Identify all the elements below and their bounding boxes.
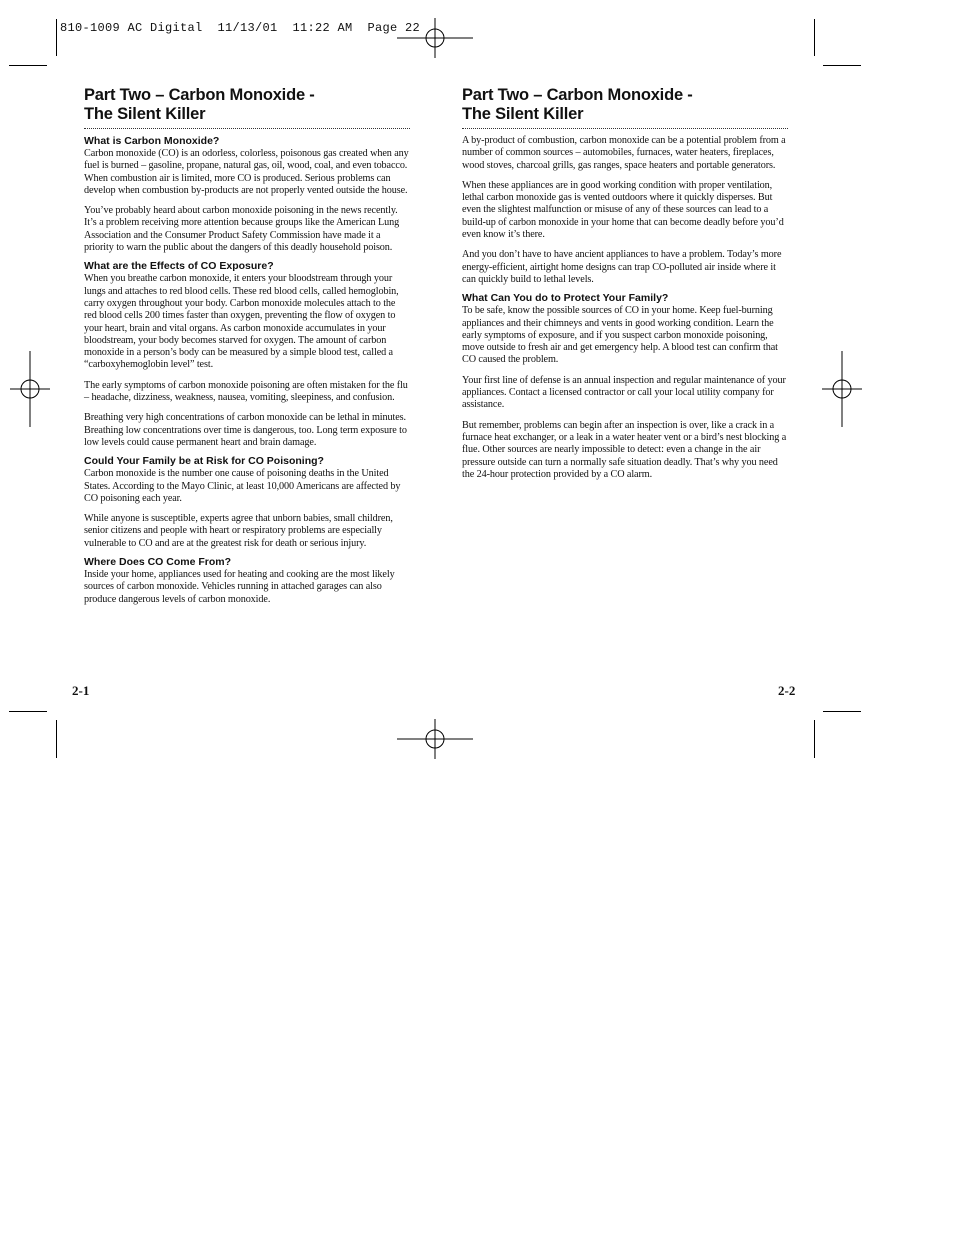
crop-mark-top-left-horizontal xyxy=(9,65,47,66)
left-page-title xyxy=(84,86,410,129)
paragraph: Inside your home, appliances used for heating and cooking are the most likely sources of carbon monoxide. Vehicles running in attached garages can also produce dangerous levels of carbon monoxide. xyxy=(84,569,395,605)
left-page-title-line-2: The Silent Killer xyxy=(84,105,206,123)
paragraph: When you breathe carbon monoxide, it enters your bloodstream through your lungs and attaches to red blood cells. These red blood cells, called hemoglobin, carry oxygen throughout your body. Carbon monoxide molecules attach to the red blood cells 200 times faster than oxygen, preventing the flow of oxygen to your heart, brain and vital organs. As carbon monoxide accumulates in your bloodstream, your body becomes starved for oxygen. The amount of carbon monoxide in a person’s body can be measured by a simple blood test, called a “carboxyhemoglobin level” test. xyxy=(84,273,399,371)
paragraph: Breathing very high concentrations of carbon monoxide can be lethal in minutes. Breathing low concentrations over time is dangerous, too. Long term exposure to low levels could cause permanent heart and brain damage. xyxy=(84,412,407,448)
crop-mark-bottom-right-vertical xyxy=(814,720,815,758)
registration-mark-right-icon xyxy=(822,351,862,427)
section-where-does-co-come-from xyxy=(84,556,410,606)
section-heading: What is Carbon Monoxide? xyxy=(84,135,220,147)
paragraph: You’ve probably heard about carbon monoxide poisoning in the news recently. It’s a problem receiving more attention because groups like the American Lung Association and the Consumer Product Safety Commission have made it a priority to warn the public about the dangers of this deadly household poison. xyxy=(84,205,400,254)
section-effects-of-co xyxy=(84,260,410,449)
registration-mark-top-icon xyxy=(397,18,473,58)
paragraph: But remember, problems can begin after an inspection is over, like a crack in a furnace heat exchanger, or a leak in a water heater vent or a bird’s nest blocking a flue. Other sources are nearly impossible to detect: even a change in the air pressure outside can turn a normally safe situation deadly. That’s why you need the 24-hour protection provided by a CO alarm. xyxy=(462,419,787,480)
section-family-risk xyxy=(84,455,410,550)
paragraph: When these appliances are in good working condition with proper ventilation, lethal carbon monoxide gas is vented outdoors where it quickly disperses. But even the slightest malfunction or misuse of any of these sources can lead to a build-up of carbon monoxide in your home that can become deadly before you’d even know it’s there. xyxy=(462,179,784,241)
section-heading: What Can You do to Protect Your Family? xyxy=(462,292,669,305)
crop-mark-bottom-right-horizontal xyxy=(823,711,861,712)
paragraph: A by-product of combustion, carbon monoxide can be a potential problem from a number of common sources – automobiles, furnaces, water heaters, fireplaces, wood stoves, charcoal grills, gas ranges, space heaters and portable generators. xyxy=(462,135,786,171)
right-page xyxy=(462,86,788,485)
right-page-intro xyxy=(462,135,788,286)
paragraph: While anyone is susceptible, experts agree that unborn babies, small children, senior citizens and people with heart or respiratory problems are especially vulnerable to CO and are at the greatest risk for death or serious injury. xyxy=(84,513,393,549)
crop-mark-top-right-vertical xyxy=(814,19,815,56)
right-page-title xyxy=(462,86,788,129)
right-page-title-line-2: The Silent Killer xyxy=(462,105,584,123)
left-page-title-line-1: Part Two – Carbon Monoxide - xyxy=(84,86,315,104)
section-heading: Where Does CO Come From? xyxy=(84,556,232,569)
paragraph: Carbon monoxide (CO) is an odorless, colorless, poisonous gas created when any fuel is burned – gasoline, propane, natural gas, oil, wood, coal, and even tobacco. When combustion air is limited, more CO is produced. Serious problems can develop when combustion by-products are not properly vented outside the house. xyxy=(84,148,409,196)
right-page-title-line-1: Part Two – Carbon Monoxide - xyxy=(462,86,693,104)
section-heading: What are the Effects of CO Exposure? xyxy=(84,260,274,273)
paragraph: Your first line of defense is an annual inspection and regular maintenance of your appliances. Contact a licensed contractor or call your local utility company for assistance. xyxy=(462,374,786,411)
crop-mark-bottom-left-vertical xyxy=(56,720,57,758)
page-number-left: 2-1 xyxy=(72,683,90,698)
section-protect-your-family xyxy=(462,292,788,481)
paragraph: To be safe, know the possible sources of CO in your home. Keep fuel-burning appliances and their chimneys and vents in good working condition. Learn the early symptoms of exposure, and if you suspect carbon monoxide poisoning, move outside to fresh air and get emergency help. A blood test can confirm that CO caused the problem. xyxy=(462,305,778,366)
registration-mark-bottom-icon xyxy=(397,719,473,759)
registration-mark-left-icon xyxy=(10,351,50,427)
printer-slug: 810-1009 AC Digital 11/13/01 11:22 AM Page 22 xyxy=(60,21,421,35)
crop-mark-top-right-horizontal xyxy=(823,65,861,66)
crop-mark-top-left-vertical xyxy=(56,19,57,56)
section-heading: Could Your Family be at Risk for CO Poisoning? xyxy=(84,455,324,468)
paragraph: Carbon monoxide is the number one cause of poisoning deaths in the United States. According to the Mayo Clinic, at least 10,000 Americans are affected by CO poisoning each year. xyxy=(84,468,401,504)
section-what-is-co xyxy=(84,135,410,254)
paragraph: The early symptoms of carbon monoxide poisoning are often mistaken for the flu – headache, dizziness, weakness, nausea, vomiting, sleepiness, and confusion. xyxy=(84,379,408,404)
page-number-right: 2-2 xyxy=(778,683,796,698)
crop-mark-bottom-left-horizontal xyxy=(9,711,47,712)
paragraph: And you don’t have to have ancient appliances to have a problem. Today’s more energy-efficient, airtight home designs can trap CO-polluted air inside where it can quickly build to lethal levels. xyxy=(462,249,782,285)
left-page xyxy=(84,86,410,610)
